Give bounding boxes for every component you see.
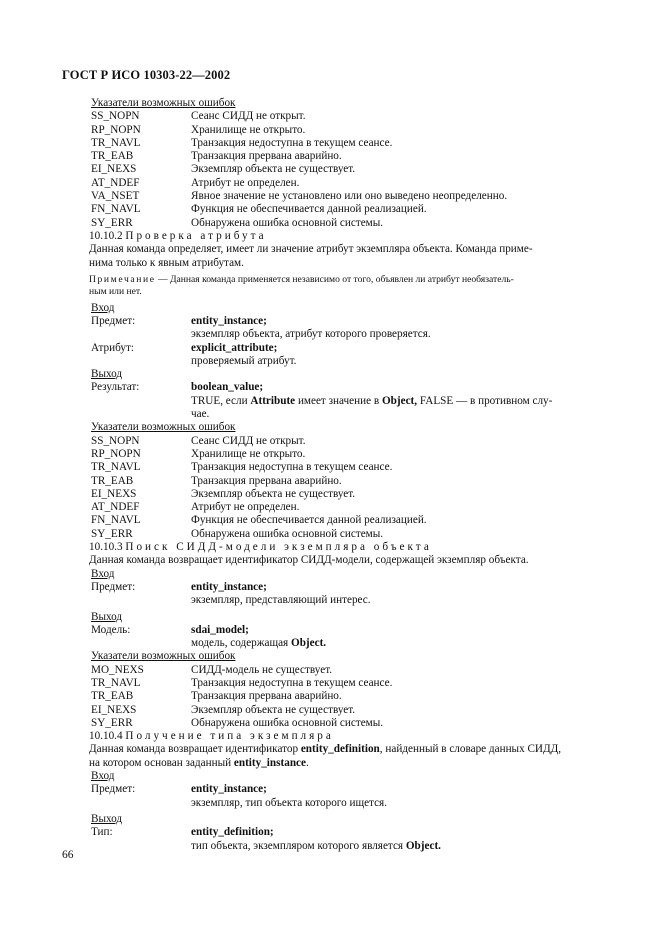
param-key: Предмет:	[91, 314, 136, 327]
section-title: Поиск СИДД-модели экземпляра объекта	[125, 541, 432, 554]
error-code: SY_ERR	[91, 716, 133, 729]
note-label: Примечание	[89, 273, 156, 285]
param-description: TRUE, если Attribute имеет значение в Object, FALSE — в противном слу-	[191, 394, 553, 407]
error-row	[91, 435, 603, 448]
section-title: Проверка атрибута	[125, 229, 267, 242]
error-description: Транзакция прервана аварийно.	[191, 474, 342, 487]
paragraph-line: нима только к явным атрибутам.	[89, 256, 244, 269]
error-row	[91, 690, 603, 703]
param-description: тип объекта, экземпляром которого является Object.	[191, 839, 441, 852]
param-type: explicit_attribute;	[191, 341, 278, 354]
error-indicators-heading: Указатели возможных ошибок	[91, 421, 236, 434]
error-code: EI_NEXS	[91, 163, 137, 176]
output-heading: Выход	[91, 610, 123, 623]
input-heading: Вход	[91, 770, 115, 783]
section-heading-10-10-4	[89, 730, 603, 743]
error-description: Транзакция недоступна в текущем сеансе.	[191, 676, 393, 689]
error-description: Сеанс СИДД не открыт.	[191, 110, 306, 123]
error-row	[91, 177, 603, 190]
param-type: sdai_model;	[191, 623, 249, 636]
param-key: Модель:	[91, 623, 131, 636]
error-description: Транзакция недоступна в текущем сеансе.	[191, 136, 393, 149]
page-number: 66	[62, 849, 74, 861]
param-type: entity_instance;	[191, 580, 267, 593]
error-code: TR_EAB	[91, 150, 134, 163]
paragraph-line: Данная команда определяет, имеет ли значение атрибут экземпляра объекта. Команда приме-	[89, 243, 533, 256]
error-code: TR_EAB	[91, 474, 134, 487]
error-row	[91, 461, 603, 474]
error-description: Обнаружена ошибка основной системы.	[191, 527, 384, 540]
error-description: Экземпляр объекта не существует.	[191, 487, 356, 500]
error-code: SS_NOPN	[91, 110, 140, 123]
param-row	[91, 783, 603, 796]
error-row	[91, 528, 603, 541]
param-key: Тип:	[91, 826, 113, 839]
param-type: entity_instance;	[191, 783, 267, 796]
param-key: Предмет:	[91, 783, 136, 796]
param-key: Предмет:	[91, 580, 136, 593]
error-row	[91, 124, 603, 137]
section-title: Получение типа экземпляра	[125, 730, 334, 743]
param-row	[91, 315, 603, 328]
input-heading: Вход	[91, 567, 115, 580]
error-row	[91, 677, 603, 690]
param-row	[91, 342, 603, 355]
error-description: Хранилище не открыто.	[191, 123, 306, 136]
error-description: Атрибут не определен.	[191, 176, 300, 189]
param-description: экземпляр, представляющий интерес.	[191, 594, 371, 607]
note-text: — Данная команда применяется независимо от того, объявлен ли атрибут необязатель-	[155, 273, 514, 285]
section-heading-10-10-2	[89, 230, 603, 243]
error-description: Атрибут не определен.	[191, 501, 300, 514]
error-row	[91, 704, 603, 717]
error-code: MO_NEXS	[91, 663, 144, 676]
error-row	[91, 217, 603, 230]
error-code: SY_ERR	[91, 527, 133, 540]
param-row	[91, 408, 603, 421]
param-description: модель, содержащая Object.	[191, 637, 327, 650]
param-row	[91, 826, 603, 839]
error-description: Сеанс СИДД не открыт.	[191, 434, 306, 447]
error-code: TR_NAVL	[91, 461, 141, 474]
error-indicators-heading: Указатели возможных ошибок	[91, 97, 236, 109]
page-content	[91, 97, 603, 853]
error-row	[91, 110, 603, 123]
error-description: Транзакция прервана аварийно.	[191, 690, 342, 703]
error-description: Функция не обеспечивается данной реализацией.	[191, 514, 427, 527]
error-row	[91, 488, 603, 501]
error-row	[91, 150, 603, 163]
error-description: Экземпляр объекта не существует.	[191, 703, 356, 716]
error-code: TR_NAVL	[91, 676, 141, 689]
param-description: чае.	[191, 408, 210, 421]
error-code: AT_NDEF	[91, 501, 140, 514]
param-row	[91, 797, 603, 810]
error-description: Обнаружена ошибка основной системы.	[191, 216, 384, 229]
error-row	[91, 137, 603, 150]
error-description: Обнаружена ошибка основной системы.	[191, 716, 384, 729]
param-description: экземпляр объекта, атрибут которого проверяется.	[191, 328, 431, 341]
error-description: СИДД-модель не существует.	[191, 663, 333, 676]
error-code: FN_NAVL	[91, 203, 141, 216]
error-code: EI_NEXS	[91, 703, 137, 716]
error-description: Явное значение не установлено или оно выведено неопределенно.	[191, 190, 508, 203]
note	[89, 274, 599, 299]
param-row	[91, 395, 603, 408]
error-description: Экземпляр объекта не существует.	[191, 163, 356, 176]
param-description: экземпляр, тип объекта которого ищется.	[191, 796, 387, 809]
error-code: SS_NOPN	[91, 434, 140, 447]
param-row	[91, 594, 603, 607]
error-row	[91, 501, 603, 514]
error-code: TR_NAVL	[91, 136, 141, 149]
note-text: ным или нет.	[89, 286, 142, 298]
error-code: SY_ERR	[91, 216, 133, 229]
error-code: TR_EAB	[91, 690, 134, 703]
param-type: boolean_value;	[191, 381, 264, 394]
error-list-1	[91, 110, 603, 230]
error-code: RP_NOPN	[91, 447, 141, 460]
param-row	[91, 637, 603, 650]
document-header: ГОСТ Р ИСО 10303-22—2002	[62, 68, 231, 82]
error-code: RP_NOPN	[91, 123, 141, 136]
param-key: Результат:	[91, 381, 140, 394]
param-row	[91, 355, 603, 368]
param-row	[91, 840, 603, 853]
section-number: 10.10.3	[89, 541, 123, 554]
error-row	[91, 448, 603, 461]
error-list-3	[91, 664, 603, 730]
paragraph-line: Данная команда возвращает идентификатор entity_definition, найденный в словаре данных СИДД,	[89, 743, 562, 756]
error-code: VA_NSET	[91, 190, 140, 203]
error-description: Транзакция прервана аварийно.	[191, 150, 342, 163]
output-heading: Выход	[91, 368, 123, 381]
error-code: EI_NEXS	[91, 487, 137, 500]
output-heading: Выход	[91, 812, 123, 825]
error-row	[91, 514, 603, 527]
param-row	[91, 624, 603, 637]
param-type: entity_instance;	[191, 314, 267, 327]
section-number: 10.10.2	[89, 229, 123, 242]
error-description: Функция не обеспечивается данной реализацией.	[191, 203, 427, 216]
error-row	[91, 717, 603, 730]
error-indicators-heading: Указатели возможных ошибок	[91, 650, 236, 663]
error-code: AT_NDEF	[91, 176, 140, 189]
error-row	[91, 475, 603, 488]
error-code: FN_NAVL	[91, 514, 141, 527]
error-description: Транзакция недоступна в текущем сеансе.	[191, 461, 393, 474]
error-row	[91, 203, 603, 216]
param-type: entity_definition;	[191, 826, 274, 839]
error-description: Хранилище не открыто.	[191, 447, 306, 460]
paragraph-line: Данная команда возвращает идентификатор СИДД-модели, содержащей экземпляр объекта.	[89, 554, 529, 567]
input-heading: Вход	[91, 301, 115, 314]
error-list-2	[91, 435, 603, 541]
param-key: Атрибут:	[91, 341, 134, 354]
param-row	[91, 328, 603, 341]
section-heading-10-10-3	[89, 541, 603, 554]
section-number: 10.10.4	[89, 730, 123, 743]
paragraph-line: на котором основан заданный entity_instance.	[89, 756, 309, 769]
error-row	[91, 190, 603, 203]
error-row	[91, 163, 603, 176]
param-row	[91, 581, 603, 594]
param-description: проверяемый атрибут.	[191, 354, 297, 367]
error-row	[91, 664, 603, 677]
param-row	[91, 381, 603, 394]
